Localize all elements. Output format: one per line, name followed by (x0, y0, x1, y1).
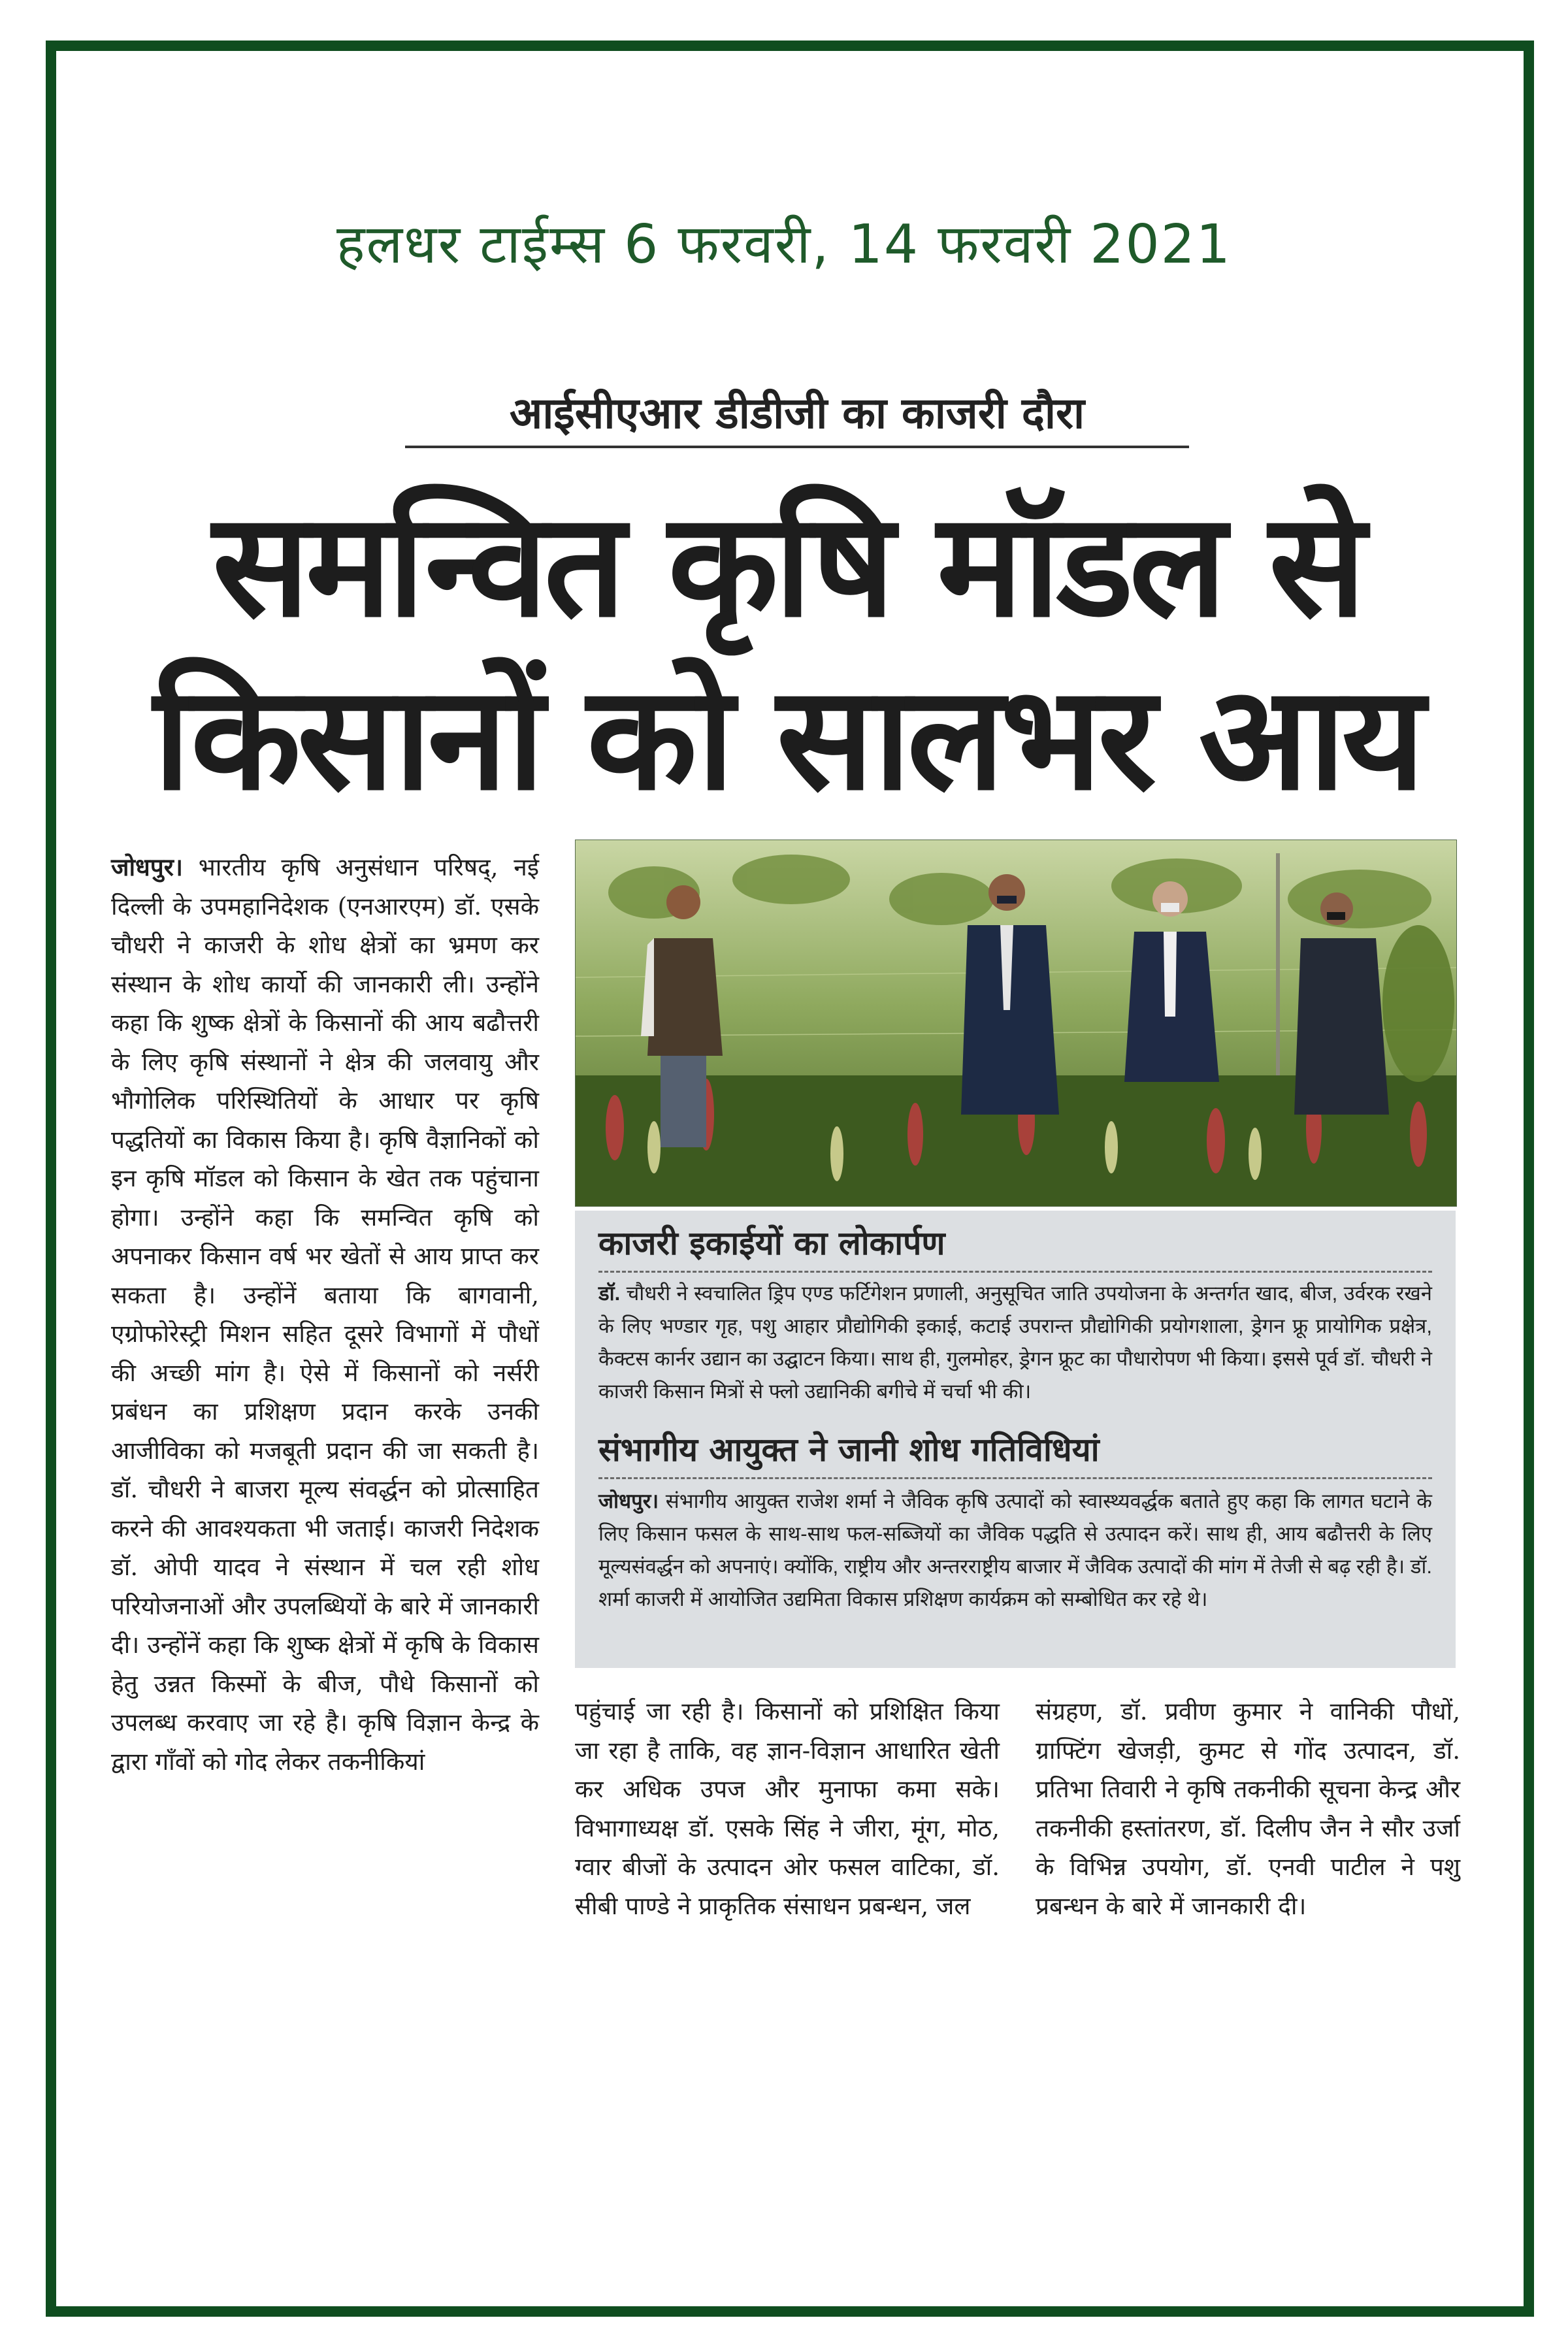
headline-line-2: किसानों को सालभर आय (153, 655, 1422, 822)
sidebar-lead-1: डॉ. (598, 1282, 621, 1305)
sidebar-lead-2: जोधपुर। (598, 1490, 659, 1512)
article-col1-text: भारतीय कृषि अनुसंधान परिषद्, नई दिल्ली के उपमहानिदेशक (एनआरएम) डॉ. एसके चौधरी ने काजरी के शोध क्षेत्रों का भ्रमण कर संस्थान के शोध कार्यो की जानकारी ली। उन्होंने कहा कि शुष्क क्षेत्रों के किसानों की आय बढौत्तरी के लिए कृषि संस्थानों ने क्षेत्र की जलवायु और भौगोलिक परिस्थितियों के आधार पर कृषि पद्धतियों का विकास किया है। कृषि वैज्ञानिकों को इन कृषि मॉडल को किसान के खेत तक पहुंचाना होगा। उन्होंने कहा कि समन्वित कृषि को अपनाकर किसान वर्ष भर खेतों से आय प्राप्त कर सकता है। उन्होंनें बताया कि बागवानी, एग्रोफोरेस्ट्री मिशन सहित दूसरे विभागों में पौधों की अच्छी मांग है। ऐसे में किसानों को नर्सरी प्रबंधन का प्रशिक्षण प्रदान करके उनकी आजीविका को मजबूती प्रदान की जा सकती है। डॉ. चौधरी ने बाजरा मूल्य संवर्द्धन को प्रोत्साहित करने की आवश्यकता भी जताई। काजरी निदेशक डॉ. ओपी यादव ने संस्थान में चल रही शोध परियोजनाओं और उपलब्धियों के बारे में जानकारी दी। उन्होंनें कहा कि शुष्क क्षेत्रों में कृषि के विकास हेतु उन्नत किस्मों के बीज, पौधे किसानों को उपलब्ध करवाए जा रहे है। कृषि विज्ञान केन्द्र के द्वारा गाँवों को गोद लेकर तकनीकियां (111, 853, 539, 1776)
kicker-rule (405, 446, 1189, 448)
sidebar-body-2: संभागीय आयुक्त राजेश शर्मा ने जैविक कृषि उत्पादों को स्वास्थ्यवर्द्धक बताते हुए कहा कि लागत घटाने के लिए किसान फसल के साथ-साथ फल-सब्जियों का जैविक पद्धति से उत्पादन करें। साथ ही, आय बढौत्तरी के लिए मूल्यसंवर्द्धन को अपनाएं। क्योंकि, राष्ट्रीय और अन्तरराष्ट्रीय बाजार में जैविक उत्पादों की मांग में तेजी से बढ़ रही है। डॉ. शर्मा काजरी में आयोजित उद्यमिता विकास प्रशिक्षण कार्यक्रम को सम्बोधित कर रहे थे। (598, 1490, 1432, 1610)
sidebar-title-2: संभागीय आयुक्त ने जानी शोध गतिविधियां (598, 1431, 1100, 1469)
sidebar-box (575, 1211, 1456, 1668)
sidebar-text-2 (598, 1485, 1432, 1616)
dateline: जोधपुर। (111, 853, 183, 881)
sidebar-rule-1 (598, 1271, 1432, 1273)
kicker-headline: आईसीएआर डीडीजी का काजरी दौरा (509, 388, 1085, 438)
masthead: हलधर टाईम्स 6 फरवरी, 14 फरवरी 2021 (336, 214, 1232, 276)
sidebar-title-1: काजरी इकाईयों का लोकार्पण (598, 1224, 945, 1262)
sidebar-text-1 (598, 1277, 1432, 1408)
article-column-3: संग्रहण, डॉ. प्रवीण कुमार ने वानिकी पौधों, ग्राफ्टिंग खेजड़ी, कुमट से गोंद उत्पादन, डॉ. प्रतिभा तिवारी ने कृषि तकनीकी सूचना केन्द्र और तकनीकी हस्तांतरण, डॉ. दिलीप जैन ने सौर उर्जा के विभिन्न उपयोग, डॉ. एनवी पाटील ने पशु प्रबन्धन के बारे में जानकारी दी। (1036, 1697, 1460, 1920)
article-column-1 (111, 848, 539, 1781)
news-photo (575, 840, 1457, 1207)
headline-line-1: समन्वित कृषि मॉडल से (212, 482, 1362, 649)
sidebar-body-1: चौधरी ने स्वचालित ड्रिप एण्ड फर्टिगेशन प्रणाली, अनुसूचित जाति उपयोजना के अन्तर्गत खाद, बीज, उर्वरक रखने के लिए भण्डार गृह, पशु आहार प्रौद्योगिकी इकाई, कटाई उपरान्त प्रौद्योगिकी प्रयोगशाला, ड्रेगन फ्रू प्रायोगिक प्रक्षेत्र, कैक्टस कार्नर उद्यान का उद्घाटन किया। साथ ही, गुलमोहर, ड्रेगन फ्रूट का पौधारोपण भी किया। इससे पूर्व डॉ. चौधरी ने काजरी किसान मित्रों से फ्लो उद्यानिकी बगीचे में चर्चा भी की। (598, 1282, 1432, 1403)
sidebar-rule-2 (598, 1477, 1432, 1479)
article-column-2: पहुंचाई जा रही है। किसानों को प्रशिक्षित किया जा रहा है ताकि, वह ज्ञान-विज्ञान आधारित खेती कर अधिक उपज और मुनाफा कमा सके। विभागाध्यक्ष डॉ. एसके सिंह ने जीरा, मूंग, मोठ, ग्वार बीजों के उत्पादन ओर फसल वाटिका, डॉ. सीबी पाण्डे ने प्राकृतिक संसाधन प्रबन्धन, जल (575, 1697, 1000, 1920)
field-visit-photo (576, 840, 1456, 1206)
